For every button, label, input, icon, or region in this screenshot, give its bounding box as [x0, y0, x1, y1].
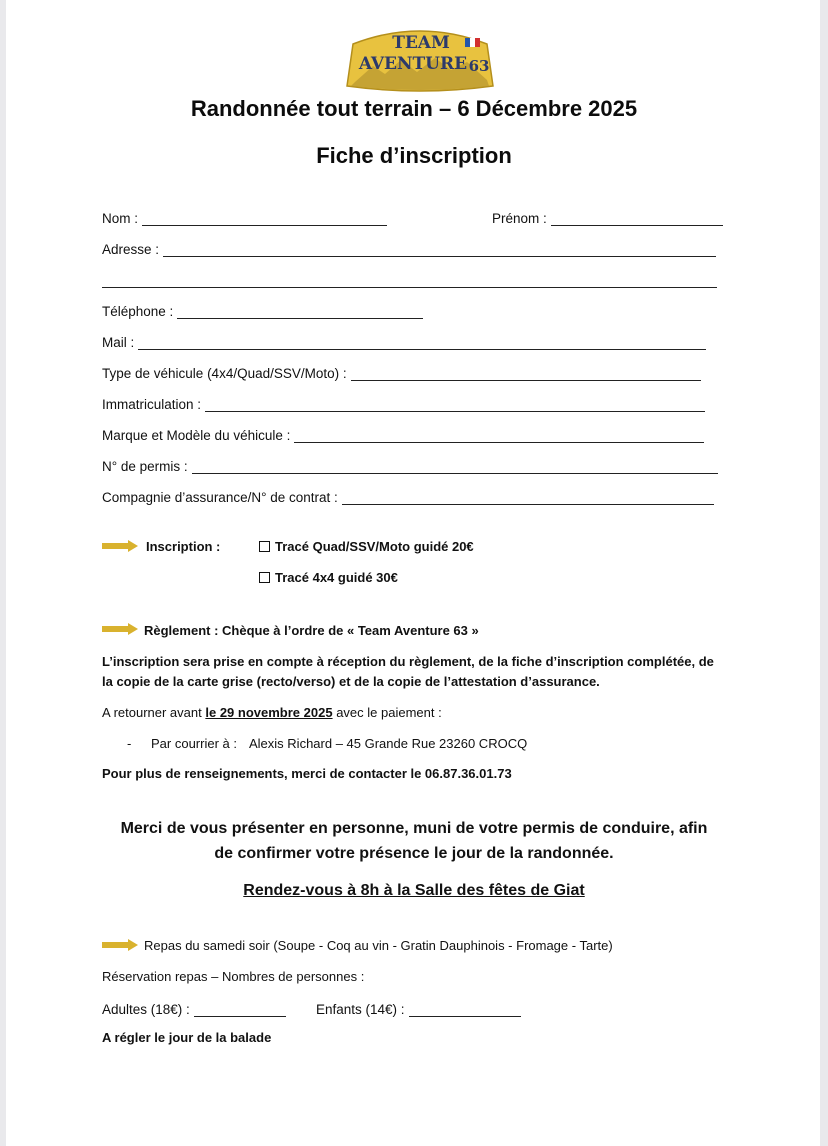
mail-label: Mail :	[102, 335, 135, 350]
courrier-label: Par courrier à :	[151, 736, 237, 751]
adresse-field[interactable]	[102, 237, 716, 257]
assurance-label: Compagnie d’assurance/N° de contrat :	[102, 490, 338, 505]
assurance-line[interactable]	[342, 490, 714, 505]
prenom-field[interactable]	[492, 206, 723, 226]
adultes-label: Adultes (18€) :	[102, 1002, 190, 1017]
marque-modele-field[interactable]	[102, 423, 704, 443]
inscription-label: Inscription :	[146, 539, 221, 554]
logo-text-team: TEAM	[392, 33, 450, 53]
option-4x4-checkbox[interactable]	[259, 570, 398, 585]
enfants-line[interactable]	[409, 1002, 521, 1017]
courrier-dash: -	[127, 736, 132, 751]
arrow-icon	[102, 623, 138, 635]
presence-line-1: Merci de vous présenter en personne, muni de votre permis de conduire, afin	[120, 820, 708, 837]
reglement-info-line-2: la copie de la carte grise (recto/verso) et de la copie de l’attestation d’assurance.	[102, 674, 600, 689]
prenom-line[interactable]	[551, 211, 723, 226]
option-quad-checkbox[interactable]	[259, 539, 474, 554]
marque-modele-label: Marque et Modèle du véhicule :	[102, 428, 291, 443]
arrow-icon	[102, 540, 138, 552]
reservation-label: Réservation repas – Nombres de personnes :	[102, 969, 365, 984]
option-quad-label: Tracé Quad/SSV/Moto guidé 20€	[275, 539, 474, 554]
prenom-label: Prénom :	[492, 211, 547, 226]
retour-line	[102, 705, 442, 720]
presence-line-2: de confirmer votre présence le jour de la randonnée.	[214, 845, 614, 862]
logo-text-aventure: AVENTURE	[358, 54, 468, 74]
permis-label: N° de permis :	[102, 459, 188, 474]
retour-suffix: avec le paiement :	[336, 705, 442, 720]
nom-field[interactable]	[102, 206, 387, 226]
page-title: Randonnée tout terrain – 6 Décembre 2025	[190, 96, 638, 121]
immatriculation-field[interactable]	[102, 392, 705, 412]
reglement-label: Règlement : Chèque à l’ordre de « Team Aventure 63 »	[144, 623, 479, 638]
adresse-label: Adresse :	[102, 242, 160, 257]
mail-line[interactable]	[138, 335, 706, 350]
retour-prefix: A retourner avant	[102, 705, 202, 720]
adresse-line-2-rule[interactable]	[102, 273, 717, 288]
enfants-field[interactable]	[316, 997, 521, 1017]
logo-text-number: 63	[468, 57, 490, 75]
type-vehicule-label: Type de véhicule (4x4/Quad/SSV/Moto) :	[102, 366, 347, 381]
page-subtitle: Fiche d’inscription	[316, 143, 512, 168]
permis-field[interactable]	[102, 454, 718, 474]
telephone-line[interactable]	[177, 304, 423, 319]
reglement-info-line-1: L’inscription sera prise en compte à réception du règlement, de la fiche d’inscription complétée, de	[102, 654, 714, 669]
mail-field[interactable]	[102, 330, 706, 350]
assurance-field[interactable]	[102, 485, 714, 505]
repas-label: Repas du samedi soir (Soupe - Coq au vin - Gratin Dauphinois - Fromage - Tarte)	[144, 938, 613, 953]
telephone-field[interactable]	[102, 299, 423, 319]
checkbox-icon[interactable]	[259, 572, 270, 583]
adresse-line-2[interactable]	[102, 268, 717, 288]
marque-modele-line[interactable]	[294, 428, 704, 443]
immatriculation-line[interactable]	[205, 397, 705, 412]
arrow-icon	[102, 939, 138, 951]
immatriculation-label: Immatriculation :	[102, 397, 202, 412]
footer-note: A régler le jour de la balade	[102, 1030, 272, 1045]
type-vehicule-line[interactable]	[351, 366, 701, 381]
nom-label: Nom :	[102, 211, 139, 226]
contact-line: Pour plus de renseignements, merci de contacter le 06.87.36.01.73	[102, 766, 512, 781]
nom-line[interactable]	[142, 211, 387, 226]
telephone-label: Téléphone :	[102, 304, 174, 319]
option-4x4-label: Tracé 4x4 guidé 30€	[275, 570, 398, 585]
adresse-line[interactable]	[163, 242, 716, 257]
enfants-label: Enfants (14€) :	[316, 1002, 405, 1017]
team-aventure-logo	[343, 24, 497, 92]
adultes-line[interactable]	[194, 1002, 286, 1017]
adultes-field[interactable]	[102, 997, 286, 1017]
courrier-address: Alexis Richard – 45 Grande Rue 23260 CROCQ	[249, 736, 528, 751]
checkbox-icon[interactable]	[259, 541, 270, 552]
retour-date: le 29 novembre 2025	[205, 705, 333, 720]
type-vehicule-field[interactable]	[102, 361, 701, 381]
permis-line[interactable]	[192, 459, 718, 474]
rendez-vous-line: Rendez-vous à 8h à la Salle des fêtes de Giat	[243, 882, 585, 899]
